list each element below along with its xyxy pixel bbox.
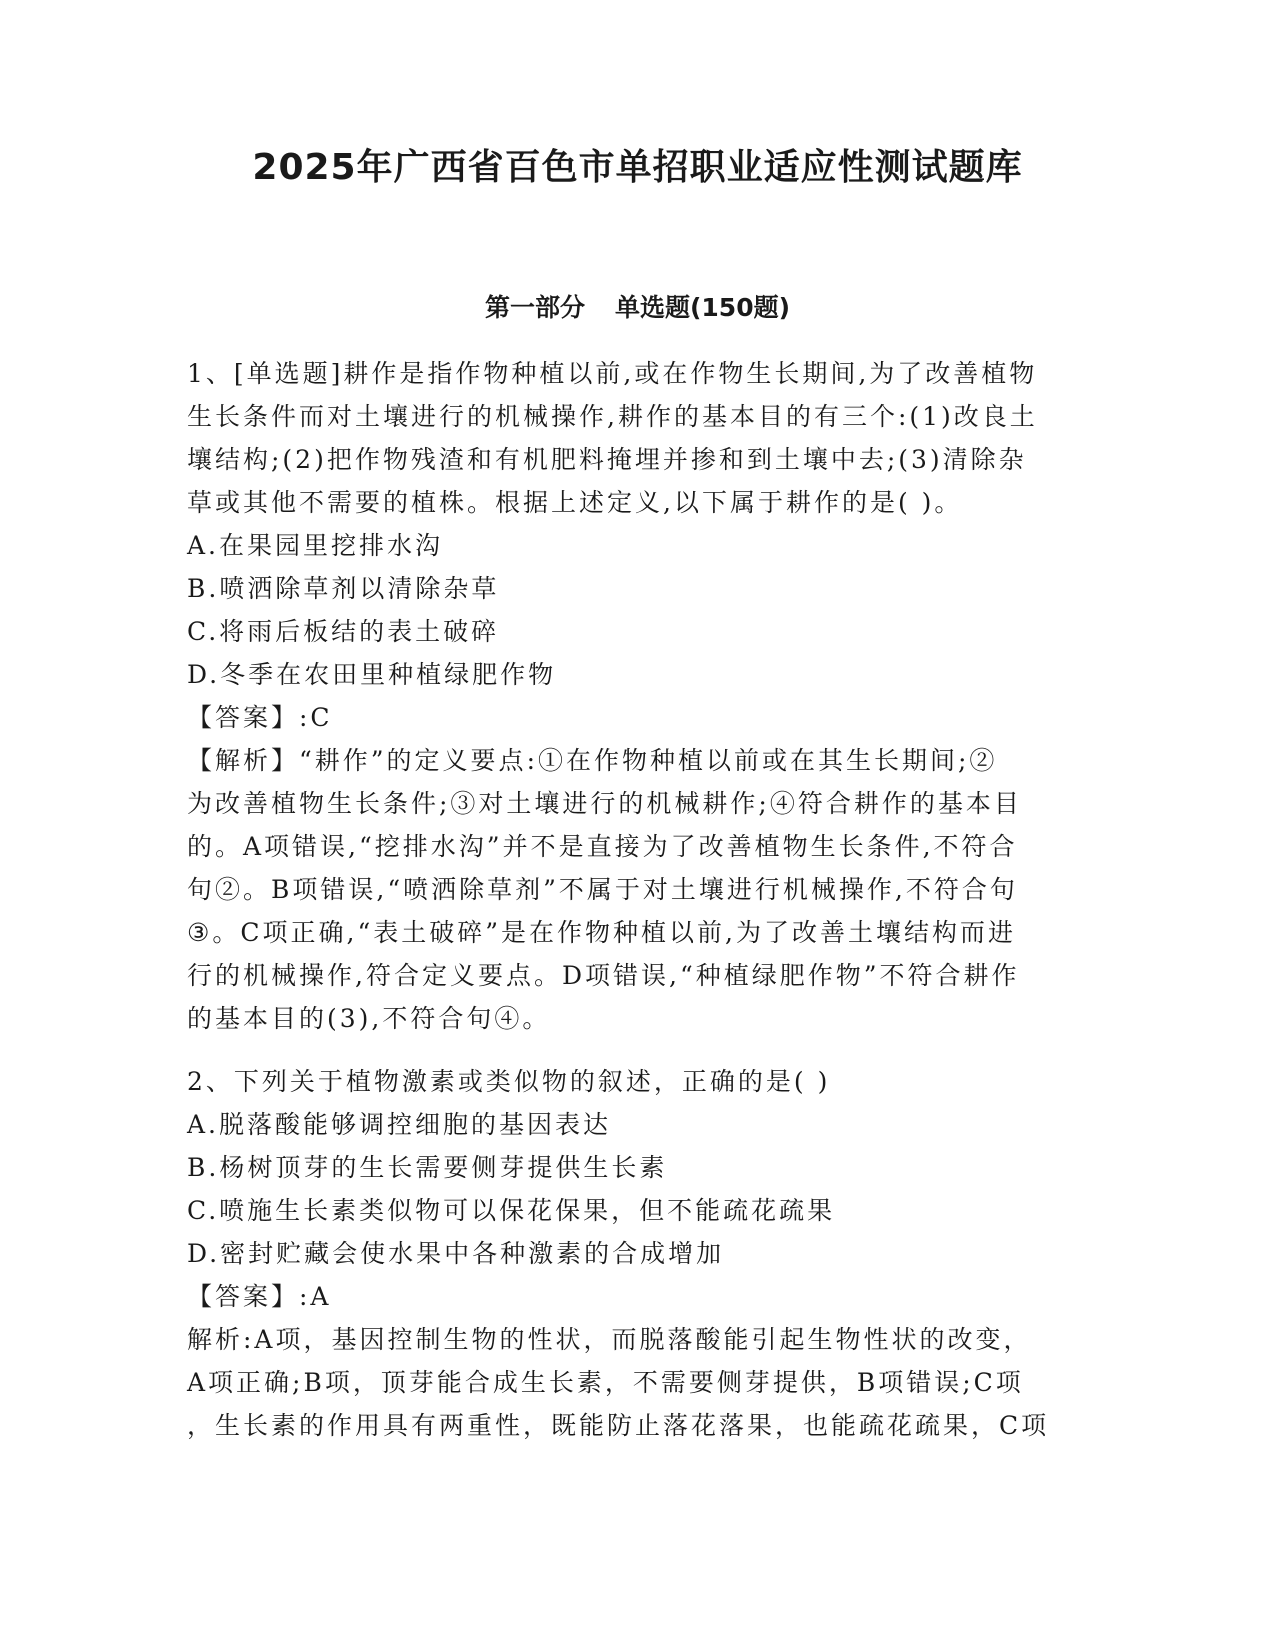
analysis-line: 为改善植物生长条件;③对土壤进行的机械耕作;④符合耕作的基本目 [187, 789, 1022, 818]
option-c: C.喷施生长素类似物可以保花保果，但不能疏花疏果 [187, 1196, 836, 1225]
section-name: 单选题(150题) [614, 293, 791, 322]
question-stem-line: 2、下列关于植物激素或类似物的叙述，正确的是( ) [187, 1067, 831, 1096]
analysis-line: ，生长素的作用具有两重性，既能防止落花落果，也能疏花疏果，C项 [187, 1411, 1050, 1440]
question-separator [187, 1040, 1077, 1060]
option-a: A.在果园里挖排水沟 [187, 531, 444, 560]
option-b: B.喷洒除草剂以清除杂草 [187, 574, 500, 603]
analysis-line: 解析:A项，基因控制生物的性状，而脱落酸能引起生物性状的改变， [187, 1325, 1032, 1354]
section-part: 第一部分 [484, 293, 585, 322]
option-d: D.密封贮藏会使水果中各种激素的合成增加 [187, 1239, 725, 1268]
option-d: D.冬季在农田里种植绿肥作物 [187, 660, 557, 689]
question-stem-line: 生长条件而对土壤进行的机械操作,耕作的基本目的有三个:(1)改良土 [187, 402, 1038, 431]
question-stem-line: 草或其他不需要的植株。根据上述定义,以下属于耕作的是( )。 [187, 488, 963, 517]
answer-line: 【答案】:C [187, 703, 333, 732]
answer-line: 【答案】:A [187, 1282, 332, 1311]
analysis-line: 的基本目的(3),不符合句④。 [187, 1004, 551, 1033]
question-1 [187, 352, 1077, 1040]
analysis-line: ③。C项正确,“表土破碎”是在作物种植以前,为了改善土壤结构而进 [187, 918, 1016, 947]
analysis-line: A项正确;B项，顶芽能合成生长素，不需要侧芽提供，B项错误;C项 [187, 1368, 1024, 1397]
question-2 [187, 1060, 1077, 1447]
option-a: A.脱落酸能够调控细胞的基因表达 [187, 1110, 612, 1139]
question-list [187, 352, 1077, 1447]
question-stem-line: 1、[单选题]耕作是指作物种植以前,或在作物生长期间,为了改善植物 [187, 359, 1038, 388]
option-c: C.将雨后板结的表土破碎 [187, 617, 500, 646]
analysis-line: 的。A项错误,“挖排水沟”并不是直接为了改善植物生长条件,不符合 [187, 832, 1018, 861]
section-heading [0, 292, 1275, 324]
document-title: 2025年广西省百色市单招职业适应性测试题库 [252, 147, 1023, 188]
analysis-line: 句②。B项错误,“喷洒除草剂”不属于对土壤进行机械操作,不符合句 [187, 875, 1018, 904]
analysis-line: 行的机械操作,符合定义要点。D项错误,“种植绿肥作物”不符合耕作 [187, 961, 1020, 990]
analysis-line: 【解析】“耕作”的定义要点:①在作物种植以前或在其生长期间;② [187, 746, 998, 775]
option-b: B.杨树顶芽的生长需要侧芽提供生长素 [187, 1153, 668, 1182]
question-stem-line: 壤结构;(2)把作物残渣和有机肥料掩埋并掺和到土壤中去;(3)清除杂 [187, 445, 1027, 474]
